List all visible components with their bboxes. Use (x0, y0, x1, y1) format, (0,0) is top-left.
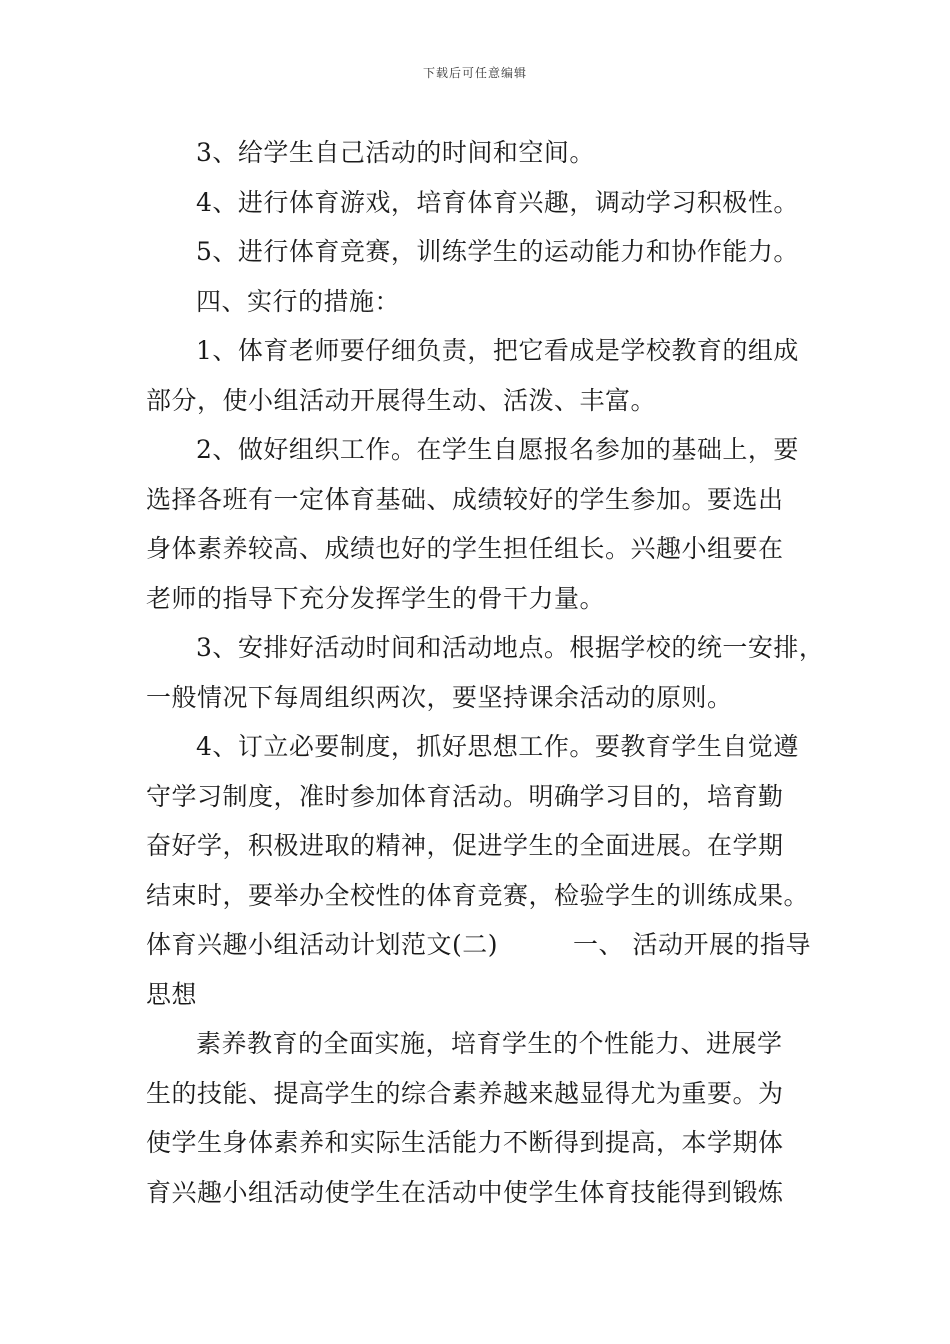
title-right: 一、 活动开展的指导 (573, 930, 811, 959)
title-left: 体育兴趣小组活动计划范文(二) (146, 930, 499, 959)
text-line: 3、安排好活动时间和活动地点。根据学校的统一安排， (196, 633, 825, 662)
text-line: 生的技能、提高学生的综合素养越来越显得尤为重要。为 (146, 1078, 784, 1108)
text-line: 5、进行体育竞赛，训练学生的运动能力和协作能力。 (196, 237, 799, 266)
text-line: 守学习制度，准时参加体育活动。明确学习目的，培育勤 (146, 781, 784, 811)
text-line: 老师的指导下充分发挥学生的骨干力量。 (146, 583, 606, 613)
text-line: 1、体育老师要仔细负责，把它看成是学校教育的组成 (196, 336, 799, 365)
text-line: 一般情况下每周组织两次，要坚持课余活动的原则。 (146, 682, 733, 712)
text-line: 思想 (146, 979, 198, 1009)
text-line: 2、做好组织工作。在学生自愿报名参加的基础上，要 (196, 435, 799, 464)
text-line: 选择各班有一定体育基础、成绩较好的学生参加。要选出 (146, 484, 784, 514)
text-line: 身体素养较高、成绩也好的学生担任组长。兴趣小组要在 (146, 534, 784, 563)
text-line: 结束时，要举办全校性的体育竞赛，检验学生的训练成果。 (146, 880, 810, 910)
text-line: 4、进行体育游戏，培育体育兴趣，调动学习积极性。 (196, 187, 799, 217)
text-line: 奋好学，积极进取的精神，促进学生的全面进展。在学期 (146, 831, 784, 860)
section-heading: 四、实行的措施： (196, 286, 401, 316)
text-line: 3、给学生自己活动的时间和空间。 (196, 138, 595, 167)
text-line: 部分，使小组活动开展得生动、活泼、丰富。 (146, 385, 657, 415)
text-line: 使学生身体素养和实际生活能力不断得到提高，本学期体 (146, 1128, 784, 1157)
document-body (146, 128, 825, 1217)
text-line: 育兴趣小组活动使学生在活动中使学生体育技能得到锻炼 (146, 1177, 784, 1207)
text-line: 4、订立必要制度，抓好思想工作。要教育学生自觉遵 (196, 732, 799, 761)
text-line: 素养教育的全面实施，培育学生的个性能力、进展学 (196, 1029, 783, 1058)
header-note: 下载后可任意编辑 (422, 66, 527, 80)
document-title (146, 920, 811, 970)
